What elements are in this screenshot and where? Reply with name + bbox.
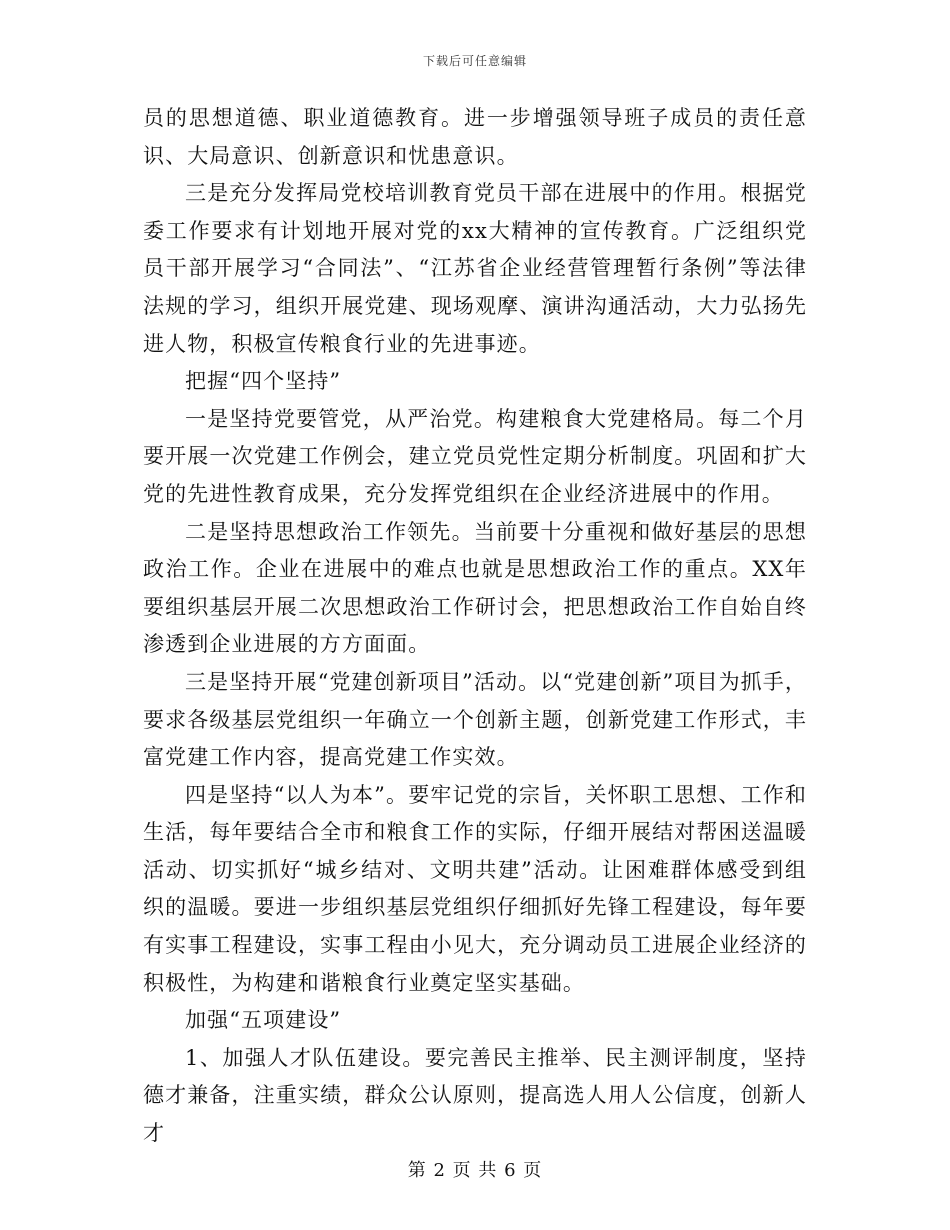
page-label-mid: 页 <box>452 1160 472 1181</box>
paragraph-4: 一是坚持党要管党，从严治党。构建粮食大党建格局。每二个月要开展一次党建工作例会，建立党员党性定期分析制度。巩固和扩大党的先进性教育成果，充分发挥党组织在企业经济进展中的作用。 <box>143 406 807 506</box>
page-label-suffix: 页 <box>523 1160 543 1181</box>
paragraph-1: 员的思想道德、职业道德教育。进一步增强领导班子成员的责任意识、大局意识、创新意识和忧患意识。 <box>143 106 807 168</box>
paragraph-7: 四是坚持“以人为本”。要牢记党的宗旨，关怀职工思想、工作和生活，每年要结合全市和粮食工作的实际，仔细开展结对帮困送温暖活动、切实抓好“城乡结对、文明共建”活动。让困难群体感受到组织的温暖。要进一步组织基层党组织仔细抓好先锋工程建设，每年要有实事工程建设，实事工程由小见大，充分调动员工进展企业经济的积极性，为构建和谐粮食行业奠定坚实基础。 <box>143 782 807 995</box>
current-page-number: 2 <box>433 1160 446 1181</box>
paragraph-5: 二是坚持思想政治工作领先。当前要十分重视和做好基层的思想政治工作。企业在进展中的难点也就是思想政治工作的重点。XX年要组织基层开展二次思想政治工作研讨会，把思想政治工作自始自终渗透到企业进展的方方面面。 <box>143 519 807 657</box>
paragraph-2: 三是充分发挥局党校培训教育党员干部在进展中的作用。根据党委工作要求有计划地开展对党的xx大精神的宣传教育。广泛组织党员干部开展学习“合同法”、“江苏省企业经营管理暂行条例”等法律法规的学习，组织开展党建、现场观摩、演讲沟通活动，大力弘扬先进人物，积极宣传粮食行业的先进事迹。 <box>143 181 807 356</box>
total-prefix: 共 <box>478 1160 498 1181</box>
page-label-prefix: 第 <box>407 1160 427 1181</box>
paragraph-9: 1、加强人才队伍建设。要完善民主推举、民主测评制度，坚持德才兼备，注重实绩，群众公认原则，提高选人用人公信度，创新人才 <box>143 1045 807 1146</box>
page-header: 下载后可任意编辑 <box>422 54 527 68</box>
total-pages-number: 6 <box>504 1160 517 1181</box>
document-body <box>143 100 807 1153</box>
paragraph-6: 三是坚持开展“党建创新项目”活动。以“党建创新”项目为抓手，要求各级基层党组织一年确立一个创新主题，创新党建工作形式，丰富党建工作内容，提高党建工作实效。 <box>143 669 807 770</box>
page-footer <box>0 1156 950 1182</box>
section-heading-five-constructions: 加强“五项建设” <box>185 1008 342 1033</box>
section-heading-four-adherences: 把握“四个坚持” <box>185 369 342 394</box>
